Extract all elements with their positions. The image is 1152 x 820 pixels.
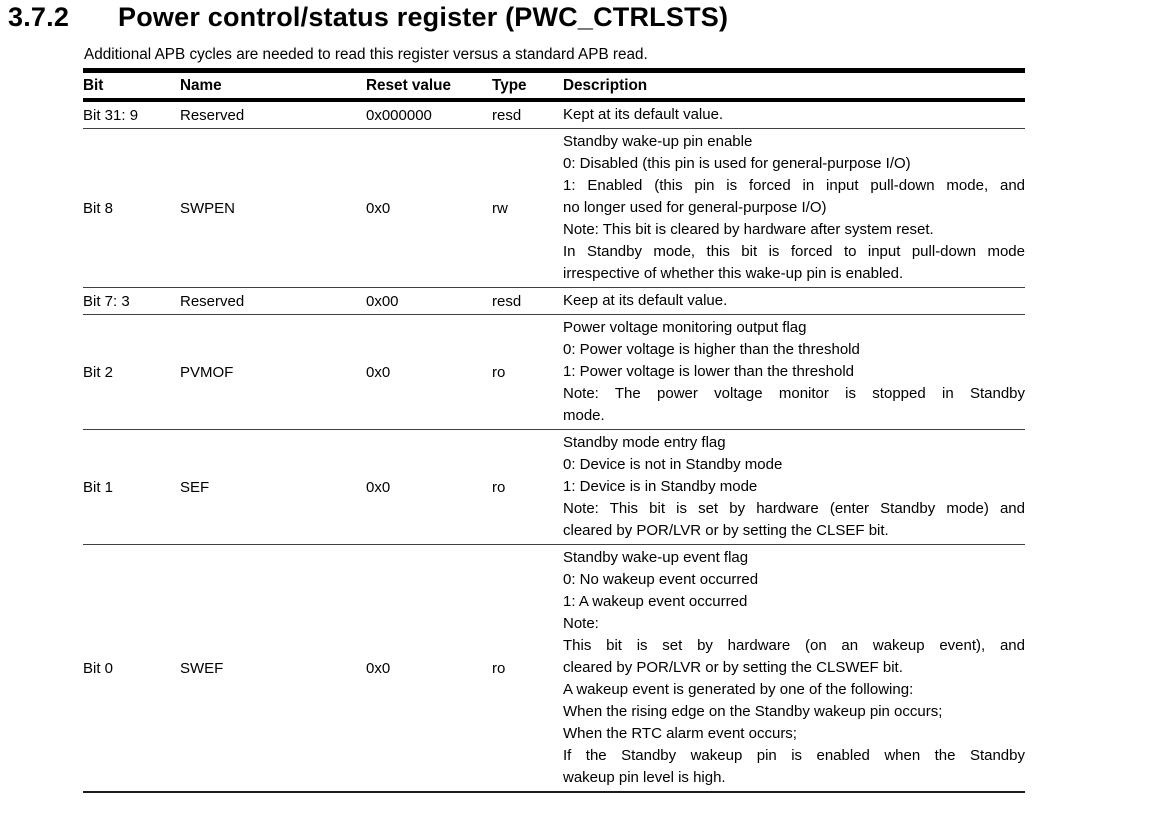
table-row-bit31-9 xyxy=(83,100,1025,129)
cell-type: ro xyxy=(492,478,506,496)
cell-bit: Bit 7: 3 xyxy=(83,292,130,310)
cell-reset-value: 0x0 xyxy=(366,363,391,381)
header-name: Name xyxy=(180,77,222,94)
table-header-row xyxy=(83,71,1025,101)
section-number: 3.7.2 xyxy=(8,2,70,32)
description-line: no longer used for general-purpose I/O) xyxy=(563,199,827,216)
cell-bit: Bit 31: 9 xyxy=(83,106,139,124)
description-line: wakeup pin level is high. xyxy=(563,769,726,786)
cell-bit: Bit 1 xyxy=(83,478,114,496)
description-line: 0: Device is not in Standby mode xyxy=(563,456,783,473)
description-line: This bit is set by hardware (on an wakeup event), and xyxy=(563,637,1025,654)
table-row-bit2 xyxy=(83,315,1025,430)
cell-name: SWPEN xyxy=(180,199,236,217)
cell-reset-value: 0x000000 xyxy=(366,106,432,124)
cell-name: PVMOF xyxy=(180,363,234,381)
page-title: Power control/status register (PWC_CTRLSTS) xyxy=(118,2,729,32)
description-line: Standby mode entry flag xyxy=(563,434,726,451)
description-line: 1: A wakeup event occurred xyxy=(563,593,748,610)
description-line: When the RTC alarm event occurs; xyxy=(563,725,797,742)
cell-name: Reserved xyxy=(180,106,245,124)
description-line: irrespective of whether this wake-up pin is enabled. xyxy=(563,265,904,282)
cell-name: SEF xyxy=(180,478,210,496)
description-line: Power voltage monitoring output flag xyxy=(563,319,807,336)
description-line: 1: Enabled (this pin is forced in input pull-down mode, and xyxy=(563,177,1025,194)
cell-name: SWEF xyxy=(180,659,224,677)
section-heading xyxy=(8,0,1152,34)
description-line: Note: xyxy=(563,615,599,632)
cell-bit: Bit 2 xyxy=(83,363,114,381)
description-line: Keep at its default value. xyxy=(563,292,728,309)
table-row-bit0 xyxy=(83,545,1025,793)
description-line: If the Standby wakeup pin is enabled when the Standby xyxy=(563,747,1025,764)
cell-reset-value: 0x0 xyxy=(366,659,391,677)
cell-description xyxy=(563,430,1025,545)
description-line: When the rising edge on the Standby wakeup pin occurs; xyxy=(563,703,943,720)
description-line: cleared by POR/LVR or by setting the CLSWEF bit. xyxy=(563,659,903,676)
description-line: 0: No wakeup event occurred xyxy=(563,571,759,588)
description-line: Kept at its default value. xyxy=(563,106,724,123)
description-line: Standby wake-up event flag xyxy=(563,549,749,566)
cell-reset-value: 0x0 xyxy=(366,199,391,217)
cell-description xyxy=(563,315,1025,430)
header-description: Description xyxy=(563,77,648,94)
description-line: Note: The power voltage monitor is stopped in Standby xyxy=(563,385,1025,402)
cell-type: resd xyxy=(492,106,522,124)
cell-type: rw xyxy=(492,199,508,217)
header-type: Type xyxy=(492,77,527,94)
cell-description xyxy=(563,288,1025,315)
cell-description xyxy=(563,100,1025,129)
cell-description xyxy=(563,545,1025,793)
description-line: mode. xyxy=(563,407,605,424)
intro-text: Additional APB cycles are needed to read this register versus a standard APB read. xyxy=(84,46,648,63)
table-row-bit1 xyxy=(83,430,1025,545)
description-line: 1: Device is in Standby mode xyxy=(563,478,758,495)
description-line: cleared by POR/LVR or by setting the CLSEF bit. xyxy=(563,522,889,539)
description-line: In Standby mode, this bit is forced to input pull-down mode xyxy=(563,243,1025,260)
cell-bit: Bit 8 xyxy=(83,199,114,217)
description-line: A wakeup event is generated by one of the following: xyxy=(563,681,914,698)
description-line: Note: This bit is set by hardware (enter Standby mode) and xyxy=(563,500,1025,517)
cell-type: ro xyxy=(492,659,506,677)
table-row-bit7-3 xyxy=(83,288,1025,315)
description-line: 1: Power voltage is lower than the threshold xyxy=(563,363,854,380)
description-line: Note: This bit is cleared by hardware after system reset. xyxy=(563,221,934,238)
cell-description xyxy=(563,129,1025,288)
header-bit: Bit xyxy=(83,77,104,94)
description-line: 0: Disabled (this pin is used for general-purpose I/O) xyxy=(563,155,911,172)
description-line: Standby wake-up pin enable xyxy=(563,133,753,150)
cell-type: ro xyxy=(492,363,506,381)
cell-reset-value: 0x0 xyxy=(366,478,391,496)
cell-reset-value: 0x00 xyxy=(366,292,399,310)
cell-type: resd xyxy=(492,292,522,310)
header-reset-value: Reset value xyxy=(366,77,452,94)
table-row-bit8 xyxy=(83,129,1025,288)
cell-name: Reserved xyxy=(180,292,245,310)
cell-bit: Bit 0 xyxy=(83,659,114,677)
register-table xyxy=(83,68,1025,793)
description-line: 0: Power voltage is higher than the threshold xyxy=(563,341,860,358)
